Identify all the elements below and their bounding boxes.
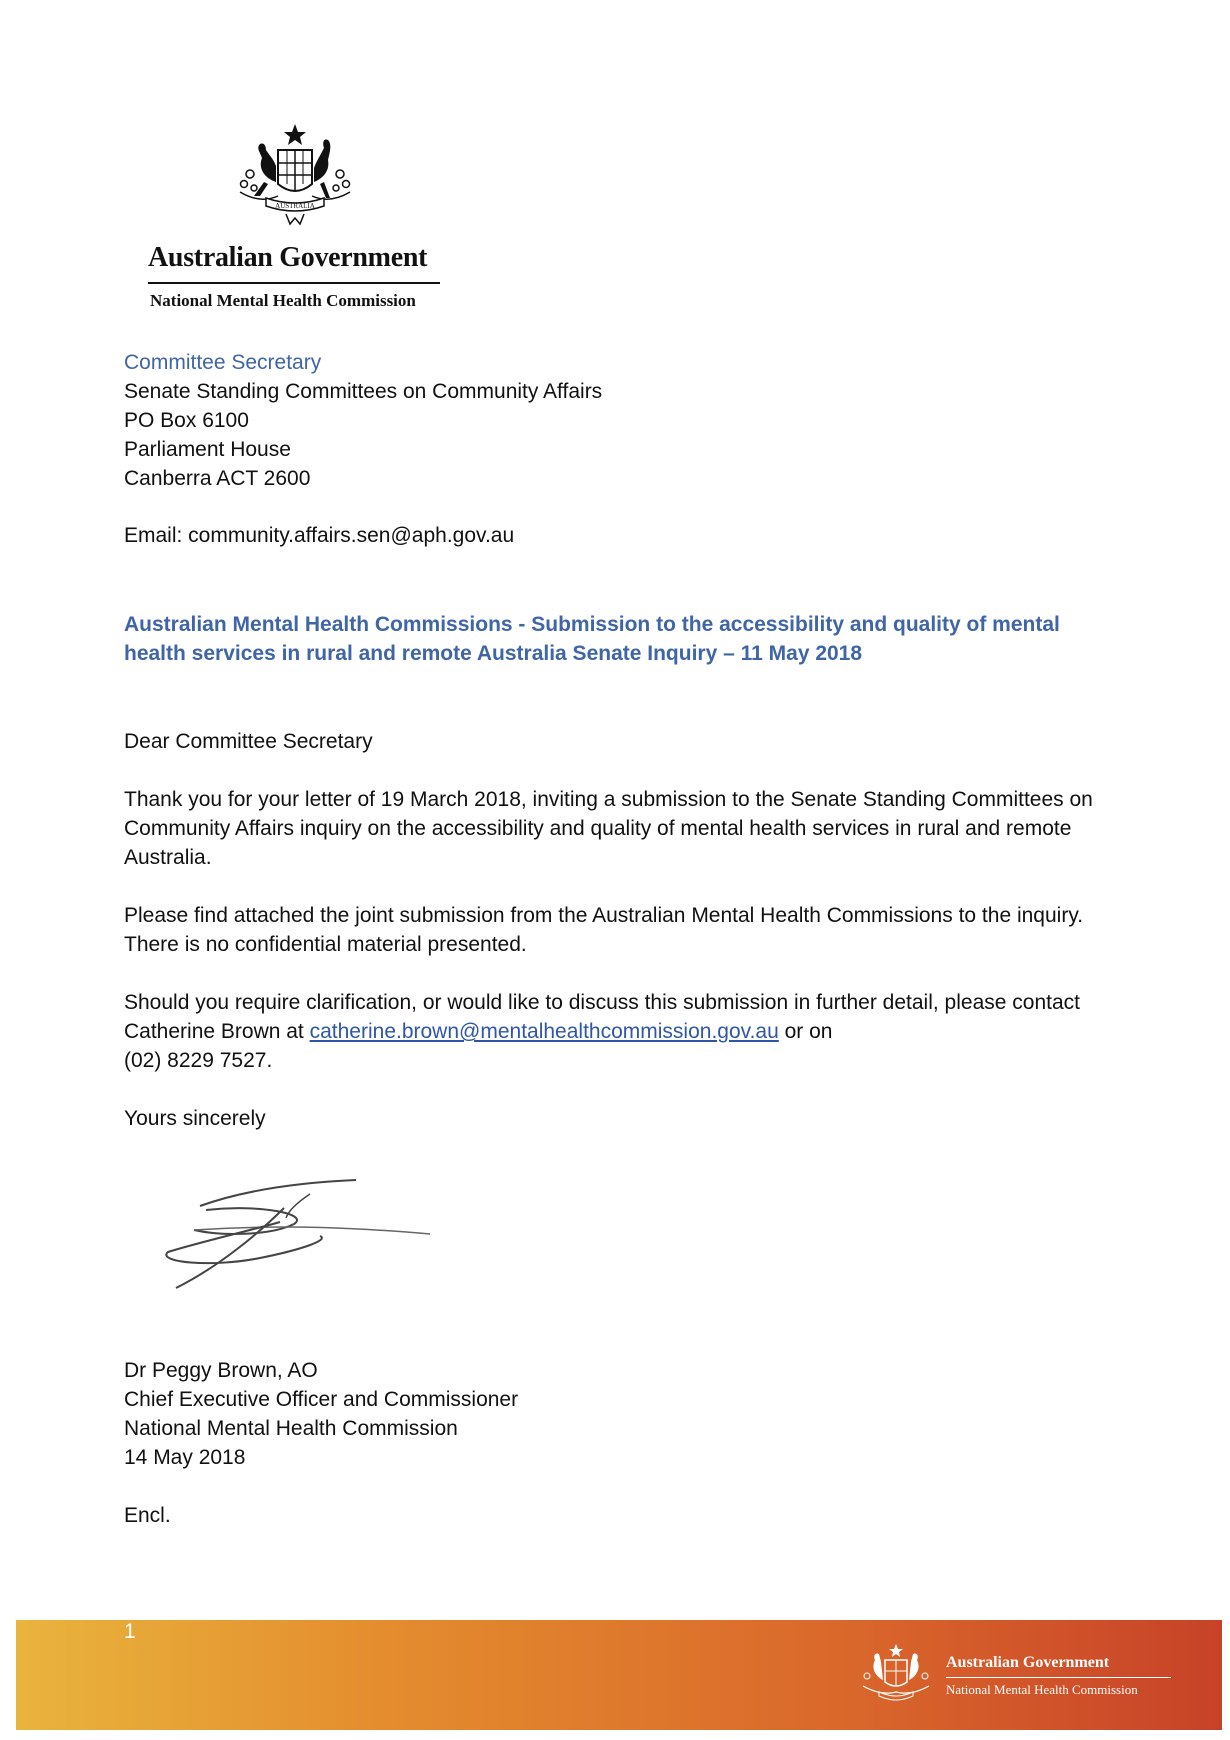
footer-government-name: Australian Government	[946, 1654, 1110, 1671]
contact-phone: (02) 8229 7527.	[124, 1049, 273, 1072]
signatory-name: Dr Peggy Brown, AO	[124, 1359, 318, 1382]
body-paragraph-2: Please find attached the joint submission from the Australian Mental Health Commissions to the inquiry. There is no confidential material presented.	[124, 904, 1084, 956]
letter-date: 14 May 2018	[124, 1446, 246, 1469]
address-line: PO Box 6100	[124, 409, 249, 432]
page-number: 1	[124, 1620, 136, 1643]
enclosure-note: Encl.	[124, 1504, 171, 1527]
coat-of-arms-icon	[220, 122, 370, 232]
body-paragraph-1: Thank you for your letter of 19 March 2018, inviting a submission to the Senate Standing Committees on Community Affairs inquiry on the accessibility and quality of mental health services in rural and remote Australia.	[124, 788, 1093, 869]
signatory-organisation: National Mental Health Commission	[124, 1417, 458, 1440]
header-logo	[148, 122, 448, 312]
footer-logo	[851, 1642, 1181, 1712]
paragraph-text: Should you require clarification, or would like to discuss this submission in further detail, please contact Catherine Brown at	[124, 991, 1080, 1043]
address-line: Canberra ACT 2600	[124, 467, 311, 490]
header-commission-name: National Mental Health Commission	[150, 291, 416, 310]
contact-email-link[interactable]: catherine.brown@mentalhealthcommission.gov.au	[309, 1020, 779, 1043]
closing: Yours sincerely	[124, 1107, 266, 1130]
salutation: Dear Committee Secretary	[124, 730, 373, 753]
footer-band	[16, 1620, 1222, 1730]
footer-commission-name: National Mental Health Commission	[946, 1682, 1138, 1697]
letter-subject: Australian Mental Health Commissions - Submission to the accessibility and quality of mental health services in rural and remote Australia Senate Inquiry – 11 May 2018	[124, 613, 1060, 665]
address-line: Senate Standing Committees on Community Affairs	[124, 380, 603, 403]
recipient-email: Email: community.affairs.sen@aph.gov.au	[124, 524, 515, 547]
footer-divider	[946, 1677, 1171, 1678]
address-line: Committee Secretary	[124, 351, 322, 374]
header-government-name: Australian Government	[148, 242, 428, 273]
recipient-address	[124, 348, 602, 493]
address-line: Parliament House	[124, 438, 291, 461]
signatory-block	[124, 1356, 518, 1472]
crest-scroll-text: AUSTRALIA	[275, 202, 315, 210]
signatory-title: Chief Executive Officer and Commissioner	[124, 1388, 519, 1411]
footer-coat-of-arms-icon	[851, 1642, 941, 1712]
header-divider	[148, 282, 440, 284]
body-paragraph-3	[124, 988, 1104, 1075]
paragraph-text: or on	[778, 1020, 833, 1043]
signature-icon	[160, 1170, 450, 1290]
